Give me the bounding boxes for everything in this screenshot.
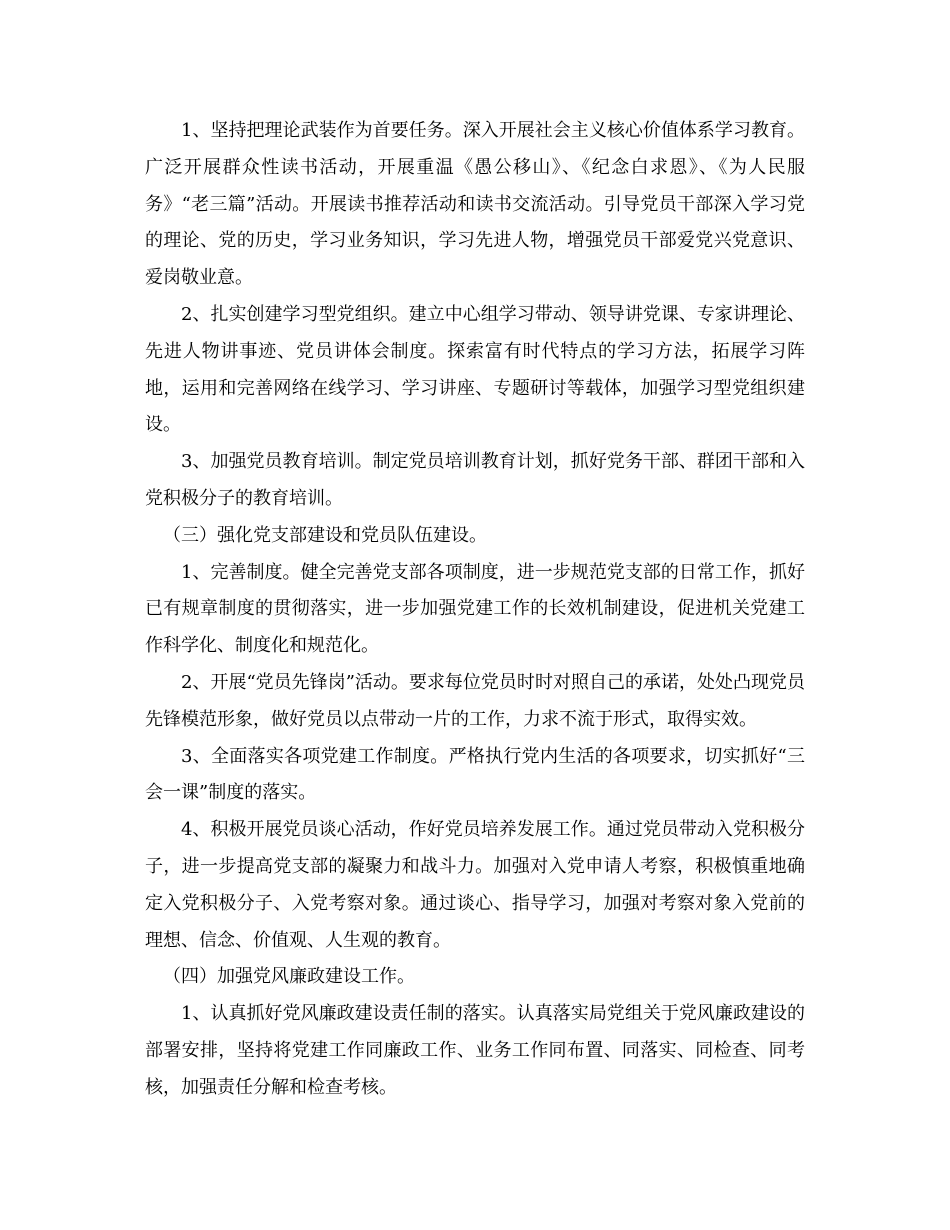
paragraph-item: 1、坚持把理论武装作为首要任务。深入开展社会主义核心价值体系学习教育。广泛开展群众性读书活动，开展重温《愚公移山》、《纪念白求恩》、《为人民服务》“老三篇”活动。开展读书推荐活动和读书交流活动。引导党员干部深入学习党的理论、党的历史，学习业务知识，学习先进人物，增强党员干部爱党兴党意识、爱岗敬业意。 bbox=[145, 120, 805, 289]
paragraph-item: 2、扎实创建学习型党组织。建立中心组学习带动、领导讲党课、专家讲理论、先进人物讲事迹、党员讲体会制度。探索富有时代特点的学习方法，拓展学习阵地，运用和完善网络在线学习、学习讲座、专题研讨等载体，加强学习型党组织建设。 bbox=[145, 303, 805, 436]
paragraph-item: 1、完善制度。健全完善党支部各项制度，进一步规范党支部的日常工作，抓好已有规章制度的贯彻落实，进一步加强党建工作的长效机制建设，促进机关党建工作科学化、制度化和规范化。 bbox=[145, 561, 805, 657]
paragraph-item: 2、开展“党员先锋岗”活动。要求每位党员时时对照自己的承诺，处处凸现党员先锋模范形象，做好党员以点带动一片的工作，力求不流于形式，取得实效。 bbox=[145, 671, 805, 730]
paragraph-item: 4、积极开展党员谈心活动，作好党员培养发展工作。通过党员带动入党积极分子，进一步提高党支部的凝聚力和战斗力。加强对入党申请人考察，积极慎重地确定入党积极分子、入党考察对象。通过谈心、指导学习，加强对考察对象入党前的理想、信念、价值观、人生观的教育。 bbox=[145, 819, 805, 951]
paragraph-item: 3、加强党员教育培训。制定党员培训教育计划，抓好党务干部、群团干部和入党积极分子的教育培训。 bbox=[145, 451, 805, 509]
section-heading: （三）强化党支部建设和党员队伍建设。 bbox=[163, 524, 487, 546]
paragraph-item: 1、认真抓好党风廉政建设责任制的落实。认真落实局党组关于党风廉政建设的部署安排，坚持将党建工作同廉政工作、业务工作同布置、同落实、同检查、同考核，加强责任分解和检查考核。 bbox=[145, 1003, 805, 1098]
section-heading: （四）加强党风廉政建设工作。 bbox=[163, 966, 415, 988]
paragraph-item: 3、全面落实各项党建工作制度。严格执行党内生活的各项要求，切实抓好“三会一课”制度的落实。 bbox=[145, 745, 805, 804]
document-body bbox=[145, 113, 805, 1107]
